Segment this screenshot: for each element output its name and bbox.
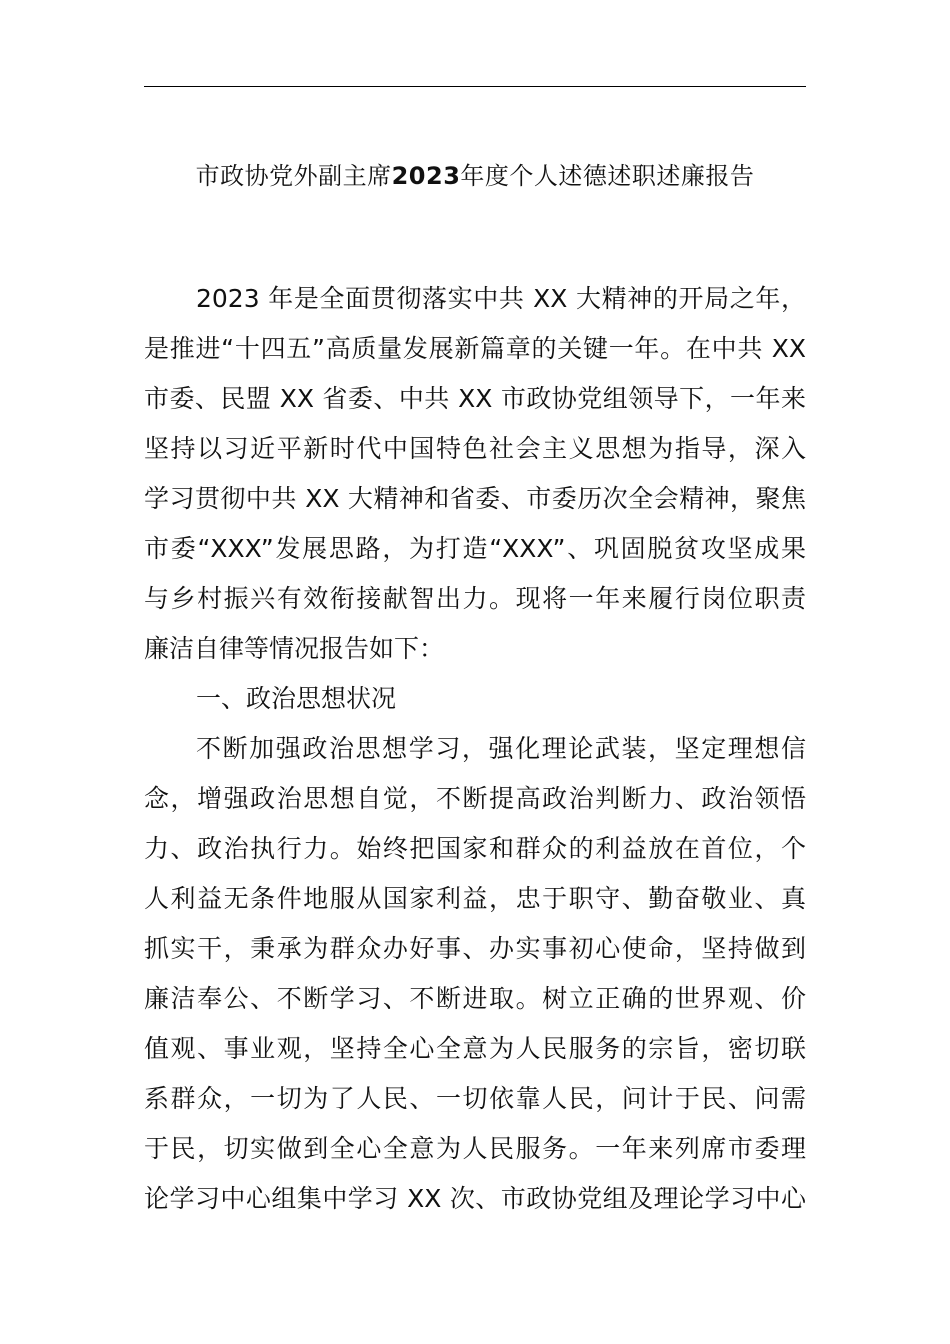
header-rule <box>144 86 806 87</box>
paragraph-line: 不断加强政治思想学习，强化理论武装，坚定理想信 <box>196 734 806 763</box>
title-suffix: 年度个人述德述职述廉报告 <box>460 162 755 190</box>
section-heading: 一、政治思想状况 <box>196 684 397 713</box>
paragraph-line: 力、政治执行力。始终把国家和群众的利益放在首位，个 <box>144 834 806 863</box>
paragraph-line: 学习贯彻中共 XX 大精神和省委、市委历次全会精神，聚焦 <box>144 484 806 513</box>
paragraph-line: 于民，切实做到全心全意为人民服务。一年来列席市委理 <box>144 1134 806 1163</box>
paragraph-line: 论学习中心组集中学习 XX 次、市政协党组及理论学习中心 <box>144 1184 806 1213</box>
document-title <box>144 158 806 194</box>
paragraph-line: 2023 年是全面贯彻落实中共 XX 大精神的开局之年， <box>196 284 806 313</box>
document-body <box>144 274 806 1224</box>
paragraph-line: 坚持以习近平新时代中国特色社会主义思想为指导，深入 <box>144 434 806 463</box>
paragraph-line: 系群众，一切为了人民、一切依靠人民，问计于民、问需 <box>144 1084 806 1113</box>
paragraph-line: 市委“XXX”发展思路，为打造“XXX”、巩固脱贫攻坚成果 <box>144 534 806 563</box>
paragraph-line: 抓实干，秉承为群众办好事、办实事初心使命，坚持做到 <box>144 934 806 963</box>
paragraph-line: 值观、事业观，坚持全心全意为人民服务的宗旨，密切联 <box>144 1034 806 1063</box>
title-year: 2023 <box>391 162 461 190</box>
paragraph-line: 廉洁奉公、不断学习、不断进取。树立正确的世界观、价 <box>144 984 806 1013</box>
paragraph-line: 是推进“十四五”高质量发展新篇章的关键一年。在中共 XX <box>144 334 806 363</box>
paragraph-line: 与乡村振兴有效衔接献智出力。现将一年来履行岗位职责 <box>144 584 806 613</box>
title-prefix: 市政协党外副主席 <box>195 162 392 190</box>
paragraph-line: 市委、民盟 XX 省委、中共 XX 市政协党组领导下，一年来 <box>144 384 806 413</box>
paragraph-line: 人利益无条件地服从国家利益，忠于职守、勤奋敬业、真 <box>144 884 806 913</box>
paragraph-line: 念，增强政治思想自觉，不断提高政治判断力、政治领悟 <box>144 784 806 813</box>
paragraph-line: 廉洁自律等情况报告如下： <box>144 634 445 663</box>
